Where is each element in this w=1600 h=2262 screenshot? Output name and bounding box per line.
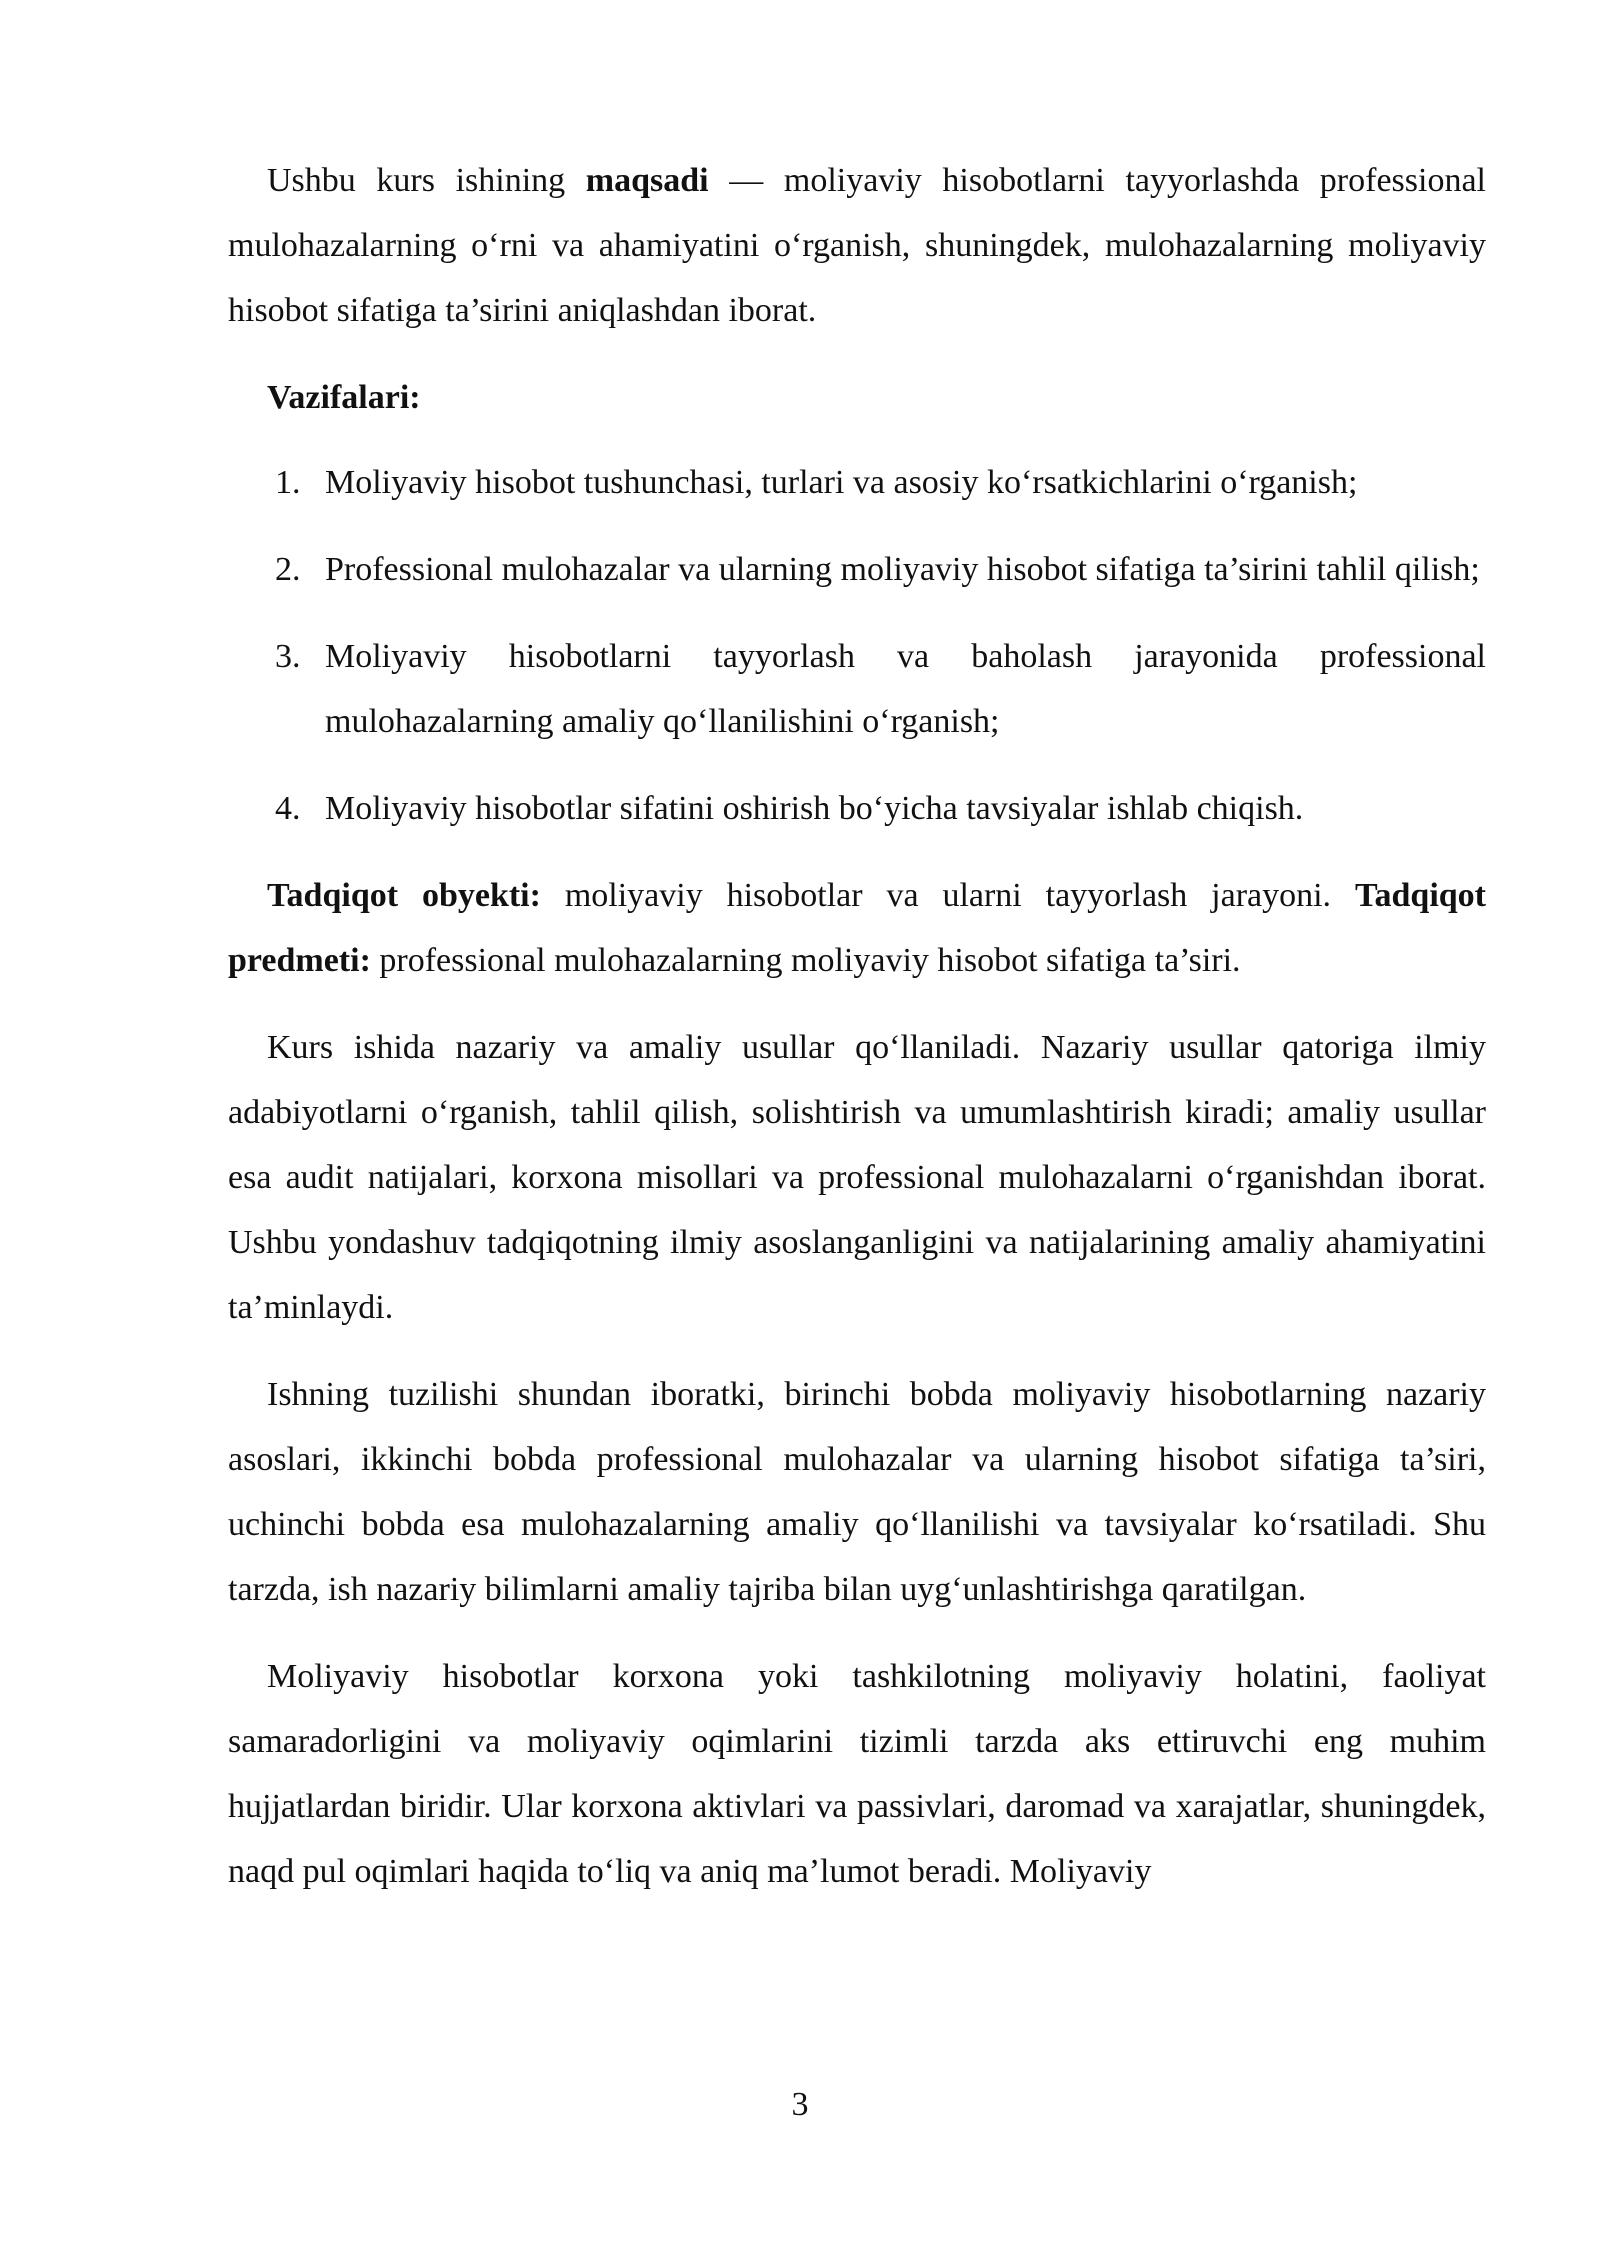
reports-paragraph: Moliyaviy hisobotlar korxona yoki tashkilotning moliyaviy holatini, faoliyat samaradorligini va moliyaviy oqimlarini tizimli tarzda aks ettiruvchi eng muhim hujjatlardan biridir. Ular korxona aktivlari va passivlari, daromad va xarajatlar, shuningdek, naqd pul oqimlari haqida to‘liq va aniq ma’lumot beradi. Moliyaviy	[228, 1658, 1486, 1890]
tasks-list	[228, 450, 1486, 841]
list-item	[228, 537, 1506, 602]
purpose-keyword: maqsadi	[585, 162, 709, 199]
research-subject-text: professional mulohazalarning moliyaviy hisobot sifatiga ta’siri.	[370, 942, 1241, 979]
document-page	[228, 148, 1486, 1904]
structure-paragraph: Ishning tuzilishi shundan iboratki, birinchi bobda moliyaviy hisobotlarning nazariy asoslari, ikkinchi bobda professional mulohazalar va ularning hisobot sifatiga ta’siri, uchinchi bobda esa mulohazalarning amaliy qo‘llanilishi va tavsiyalar ko‘rsatiladi. Shu tarzda, ish nazariy bilimlarni amaliy tajriba bilan uyg‘unlashtirishga qaratilgan.	[228, 1376, 1486, 1608]
list-item-number: 3.	[275, 638, 301, 675]
list-item-text: Moliyaviy hisobot tushunchasi, turlari va asosiy ko‘rsatkichlarini o‘rganish;	[325, 464, 1358, 501]
list-item-number: 1.	[275, 464, 301, 501]
list-item-text: Moliyaviy hisobotlarni tayyorlash va baholash jarayonida professional mulohazalarning amaliy qo‘llanilishini o‘rganish;	[325, 638, 1486, 740]
list-item-number: 2.	[275, 551, 301, 588]
research-paragraph	[228, 863, 1486, 993]
tasks-heading: Vazifalari:	[267, 379, 421, 416]
research-object-label: Tadqiqot obyekti:	[267, 877, 541, 914]
purpose-lead: Ushbu kurs ishining	[267, 162, 586, 199]
purpose-paragraph	[228, 148, 1486, 343]
list-item-number: 4.	[275, 790, 301, 827]
purpose-text: — moliyaviy hisobotlarni tayyorlashda professional mulohazalarning o‘rni va ahamiyatini o‘rganish, shuningdek, mulohazalarning moliyaviy hisobot sifatiga ta’sirini aniqlashdan iborat.	[228, 162, 1486, 329]
list-item	[228, 450, 1486, 515]
research-object-text: moliyaviy hisobotlar va ularni tayyorlash jarayoni.	[540, 877, 1355, 914]
methods-paragraph: Kurs ishida nazariy va amaliy usullar qo‘llaniladi. Nazariy usullar qatoriga ilmiy adabiyotlarni o‘rganish, tahlil qilish, solishtirish va umumlashtirish kiradi; amaliy usullar esa audit natijalari, korxona misollari va professional mulohazalarni o‘rganishdan iborat. Ushbu yondashuv tadqiqotning ilmiy asoslanganligini va natijalarining amaliy ahamiyatini ta’minlaydi.	[228, 1029, 1486, 1326]
list-item	[228, 624, 1486, 754]
list-item-text: Moliyaviy hisobotlar sifatini oshirish bo‘yicha tavsiyalar ishlab chiqish.	[325, 790, 1304, 827]
list-item-text: Professional mulohazalar va ularning moliyaviy hisobot sifatiga ta’sirini tahlil qilish;	[325, 551, 1480, 588]
list-item	[228, 776, 1486, 841]
page-number: 3	[791, 2086, 809, 2123]
research-subject-label: Tadqiqot predmeti:	[228, 877, 1487, 979]
